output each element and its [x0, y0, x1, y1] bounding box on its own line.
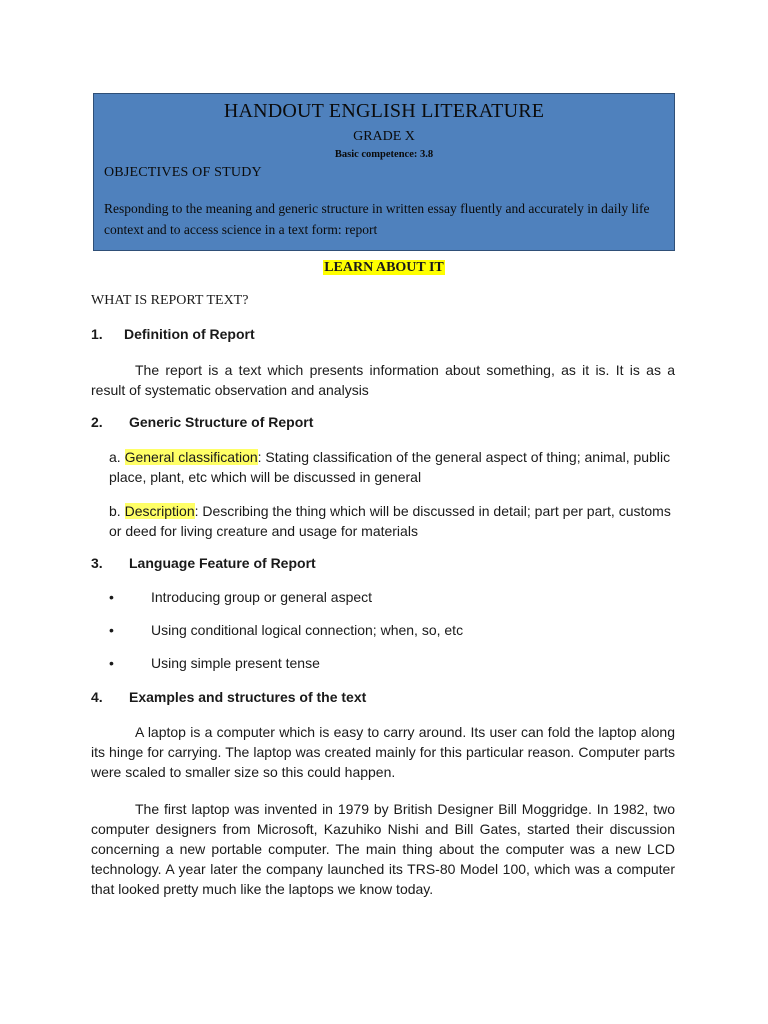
section-4-number: 4. — [91, 689, 103, 705]
bullet-icon: • — [109, 622, 114, 638]
bullet-text-1: Introducing group or general aspect — [151, 589, 373, 605]
example-paragraph-1: A laptop is a computer which is easy to carry around. Its user can fold the laptop along its hinge for carrying. The laptop was created mainly for this particular reason. Computer parts were scaled to smaller size so this could happen. — [91, 724, 675, 780]
grade-label: GRADE X — [353, 129, 415, 144]
header-box — [93, 93, 675, 251]
section-1-text: The report is a text which presents information about something, as it is. It is as a result of systematic observation and analysis — [91, 362, 675, 398]
section-3-number: 3. — [91, 555, 103, 571]
item-a-prefix: a. — [109, 449, 125, 465]
bullet-text-3: Using simple present tense — [151, 655, 320, 671]
general-classification-item — [109, 447, 675, 487]
item-b-prefix: b. — [109, 503, 125, 519]
learn-about-it-heading — [0, 260, 768, 276]
basic-competence: Basic competence: 3.8 — [334, 149, 434, 160]
description-term: Description — [124, 503, 195, 519]
learn-about-it-text: LEARN ABOUT IT — [324, 260, 444, 275]
section-4-heading — [91, 689, 366, 705]
example-paragraph-2: The first laptop was invented in 1979 by British Designer Bill Moggridge. In 1982, two computer designers from Microsoft, Kazuhiko Nishi and Bill Gates, started their discussion concerning a new portable computer. The main thing about the computer was a new LCD technology. A year later the company launched its TRS-80 Model 100, which was a computer that looked pretty much like the laptops we know today. — [91, 801, 675, 897]
section-1-title: Definition of Report — [124, 326, 255, 342]
section-2-number: 2. — [91, 414, 103, 430]
objectives-text: Responding to the meaning and generic structure in written essay fluently and accurately in daily life context and to access science in a text form: report — [104, 201, 650, 237]
section-1-number: 1. — [91, 326, 103, 342]
section-3-title: Language Feature of Report — [129, 555, 316, 571]
section-4-title: Examples and structures of the text — [129, 689, 367, 705]
bullet-icon: • — [109, 589, 114, 605]
general-classification-term: General classification — [124, 449, 258, 465]
handout-title: HANDOUT ENGLISH LITERATURE — [223, 100, 545, 122]
general-classification-text: : Stating classification of the general aspect of thing; animal, public place, plant, etc which will be discussed in general — [109, 449, 671, 485]
bullet-icon: • — [109, 655, 114, 671]
description-text: : Describing the thing which will be discussed in detail; part per part, customs or deed for living creature and usage for materials — [109, 503, 671, 539]
what-is-report-heading: WHAT IS REPORT TEXT? — [91, 293, 249, 308]
section-2-heading — [91, 414, 313, 430]
section-3-heading — [91, 555, 316, 571]
bullet-text-2: Using conditional logical connection; when, so, etc — [151, 622, 464, 638]
description-item — [109, 501, 675, 541]
bullet-item-2 — [109, 622, 463, 638]
bullet-item-3 — [109, 655, 320, 671]
objectives-heading: OBJECTIVES OF STUDY — [104, 165, 262, 180]
bullet-item-1 — [109, 589, 372, 605]
section-2-title: Generic Structure of Report — [129, 414, 314, 430]
section-1-heading — [91, 326, 255, 342]
